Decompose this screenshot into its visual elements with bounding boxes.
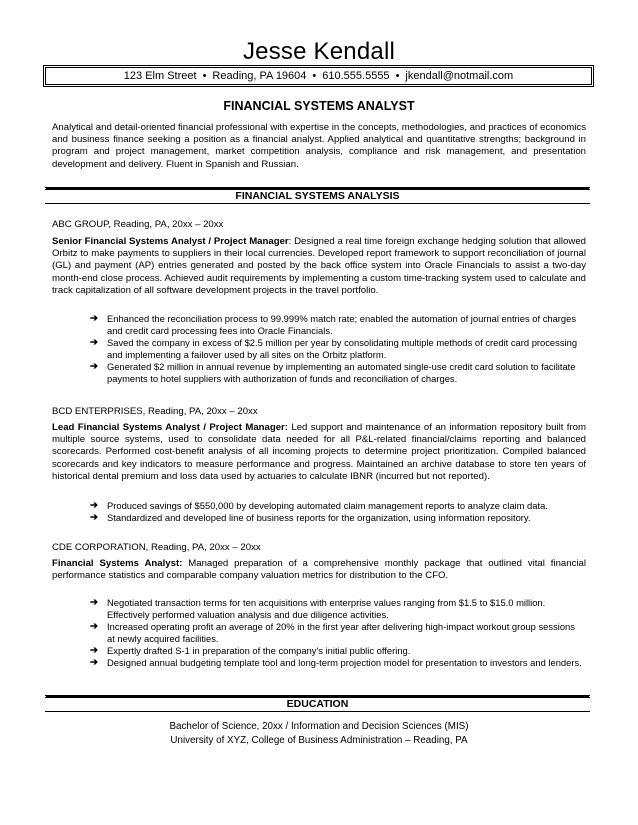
summary-paragraph: Analytical and detail-oriented financial professional with expertise in the concepts, methodologies, and practices of economics and business finance seeking a position as a financial analyst. Applied analytical and quantitative strengths; background in program and project management, market competition analysis, compliance and risk management, and presentation development and delivery. Fluent in Spanish and Russian. (52, 122, 586, 170)
contact-separator: • (202, 70, 207, 82)
list-item: ➔ Negotiated transaction terms for ten acquisitions with enterprise values ranging from $1.5 to $15.0 million. Effectively performed valuation analysis and due diligence activities. (90, 597, 546, 620)
achievement-list (90, 597, 585, 669)
education-section-heading: EDUCATION (45, 697, 590, 712)
list-item: ➔ Increased operating profit an average of 20% in the first year after delivering high-impact workout group sessions at newly acquired facilities. (90, 621, 575, 644)
candidate-name: Jesse Kendall (242, 38, 396, 65)
role-description (52, 236, 586, 297)
role-title: Lead Financial Systems Analyst / Project Manager: (52, 422, 288, 433)
list-item: ➔ Produced savings of $550,000 by developing automated claim management reports to analyze claim data. (90, 500, 548, 511)
contact-phone: 610.555.5555 (322, 70, 390, 82)
contact-street: 123 Elm Street (123, 70, 197, 82)
arrow-bullet-icon: ➔ (90, 657, 98, 668)
achievement-list (90, 313, 585, 385)
contact-separator: • (312, 70, 317, 82)
contact-email: jkendall@notmail.com (405, 70, 514, 82)
arrow-bullet-icon: ➔ (90, 361, 98, 372)
list-item: ➔ Saved the company in excess of $2.5 million per year by consolidating multiple methods of credit card processing and implementing a failover used by all sites on the Orbitz platform. (90, 337, 578, 360)
experience-section-heading: FINANCIAL SYSTEMS ANALYSIS (45, 189, 590, 204)
arrow-bullet-icon: ➔ (90, 313, 98, 324)
arrow-bullet-icon: ➔ (90, 621, 98, 632)
contact-city: Reading, PA 19604 (212, 70, 307, 82)
role-description (52, 422, 586, 483)
arrow-bullet-icon: ➔ (90, 500, 98, 511)
list-item: ➔ Expertly drafted S-1 in preparation of the company's initial public offering. (90, 645, 411, 656)
role-text: Managed preparation of a comprehensive monthly package that outlined vital financial performance statistics and comparable company valuation metrics for distribution to the CFO. (52, 558, 586, 582)
contact-bar (45, 67, 592, 85)
role-text: Led support and maintenance of an information repository built from multiple source systems, used to consolidate data needed for all P&L-related financial/claims reporting and balanced scorecards. Performed cost-benefit analysis of all incoming projects to determine project prioritization. Compiled balanced scorecards and key indicators to measure performance and progress. Maintained an archive database to store ten years of historical dental premium and loss data used by actuaries to calculate IBNR (incurred but not reported). (52, 422, 586, 482)
resume-title: FINANCIAL SYSTEMS ANALYST (223, 99, 415, 113)
education-school: University of XYZ, College of Business Administration – Reading, PA (170, 735, 468, 746)
list-item: ➔ Standardized and developed line of business reports for the organization, using information repository. (90, 512, 531, 523)
arrow-bullet-icon: ➔ (90, 645, 98, 656)
education-degree: Bachelor of Science, 20xx / Information and Decision Sciences (MIS) (169, 721, 469, 732)
list-item: ➔ Generated $2 million in annual revenue by implementing an automated single-use credit card solution to facilitate payments to hotel suppliers with authorization of funds and reconciliation of charges. (90, 361, 576, 384)
list-item: ➔ Enhanced the reconciliation process to 99.999% match rate; enabled the automation of journal entries of charges and credit card processing fees into Oracle Financials. (90, 313, 577, 336)
employer-line: BCD ENTERPRISES, Reading, PA, 20xx – 20xx (52, 406, 258, 417)
arrow-bullet-icon: ➔ (90, 512, 98, 523)
role-description (52, 558, 586, 582)
contact-separator: • (395, 70, 400, 82)
employer-line: CDE CORPORATION, Reading, PA, 20xx – 20xx (52, 542, 261, 553)
arrow-bullet-icon: ➔ (90, 597, 98, 608)
list-item: ➔ Designed annual budgeting template tool and long-term projection model for presentation to investors and lenders. (90, 657, 582, 668)
achievement-list (90, 500, 585, 524)
role-text: : Designed a real time foreign exchange hedging solution that allowed Orbitz to make payments to suppliers in their local currencies. Developed report framework to support reconciliation of journal (GL) and payment (AP) entries generated and posted by the back office system into Oracle Financials to assist a two-day month-end close process. Achieved audit requirements by implementing a custom time-tracking system used to calculate and track capitalization of all software development projects in the travel portfolio. (52, 236, 586, 296)
employer-line: ABC GROUP, Reading, PA, 20xx – 20xx (52, 219, 224, 230)
role-title: Financial Systems Analyst: (52, 558, 183, 569)
arrow-bullet-icon: ➔ (90, 337, 98, 348)
role-title: Senior Financial Systems Analyst / Project Manager (52, 236, 289, 247)
